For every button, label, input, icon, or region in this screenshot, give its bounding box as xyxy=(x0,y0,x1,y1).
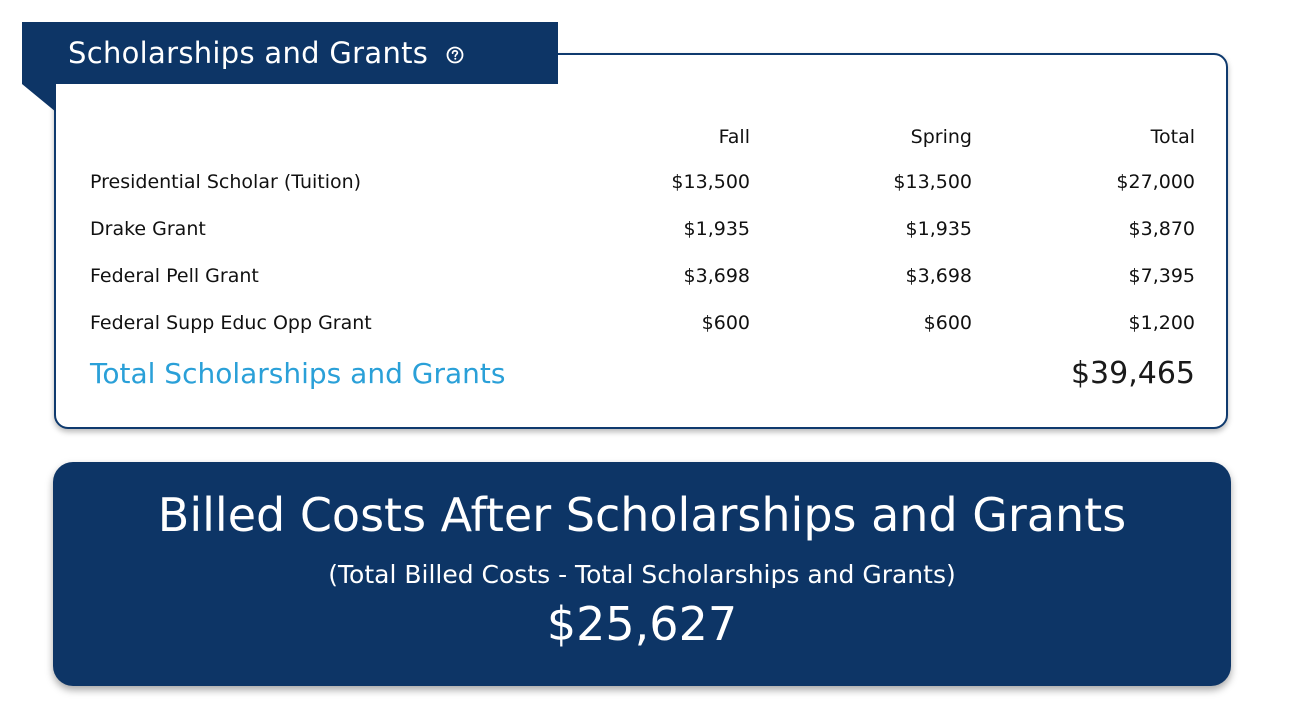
billed-costs-banner xyxy=(53,462,1231,686)
row-spring-amount: $13,500 xyxy=(893,171,972,193)
scholarships-title: Scholarships and Grants xyxy=(68,36,429,70)
question-circle-icon[interactable] xyxy=(446,46,464,64)
billed-costs-subtitle: (Total Billed Costs - Total Scholarships and Grants) xyxy=(328,560,956,589)
column-header-spring: Spring xyxy=(910,126,972,148)
row-label: Drake Grant xyxy=(90,218,206,240)
total-scholarships-label: Total Scholarships and Grants xyxy=(90,357,506,390)
billed-costs-amount: $25,627 xyxy=(546,597,738,651)
scholarships-title-tab xyxy=(22,22,558,84)
row-total-amount: $27,000 xyxy=(1116,171,1195,193)
table-row xyxy=(90,214,1196,244)
total-scholarships-row xyxy=(90,354,1196,394)
total-scholarships-value: $39,465 xyxy=(1070,356,1195,391)
row-fall-amount: $3,698 xyxy=(683,265,750,287)
row-total-amount: $7,395 xyxy=(1128,265,1195,287)
row-fall-amount: $1,935 xyxy=(683,218,750,240)
row-label: Federal Pell Grant xyxy=(90,265,259,287)
row-spring-amount: $1,935 xyxy=(905,218,972,240)
row-total-amount: $1,200 xyxy=(1128,312,1195,334)
row-label: Federal Supp Educ Opp Grant xyxy=(90,312,372,334)
row-fall-amount: $13,500 xyxy=(671,171,750,193)
row-spring-amount: $600 xyxy=(923,312,972,334)
table-row xyxy=(90,167,1196,197)
table-row xyxy=(90,261,1196,291)
title-tab-fold xyxy=(22,84,56,112)
column-header-total: Total xyxy=(1150,126,1195,148)
column-header-fall: Fall xyxy=(718,126,750,148)
table-row xyxy=(90,308,1196,338)
row-total-amount: $3,870 xyxy=(1128,218,1195,240)
row-fall-amount: $600 xyxy=(701,312,750,334)
table-header-row xyxy=(90,122,1196,152)
row-label: Presidential Scholar (Tuition) xyxy=(90,171,362,193)
row-spring-amount: $3,698 xyxy=(905,265,972,287)
billed-costs-title: Billed Costs After Scholarships and Grants xyxy=(157,488,1127,542)
